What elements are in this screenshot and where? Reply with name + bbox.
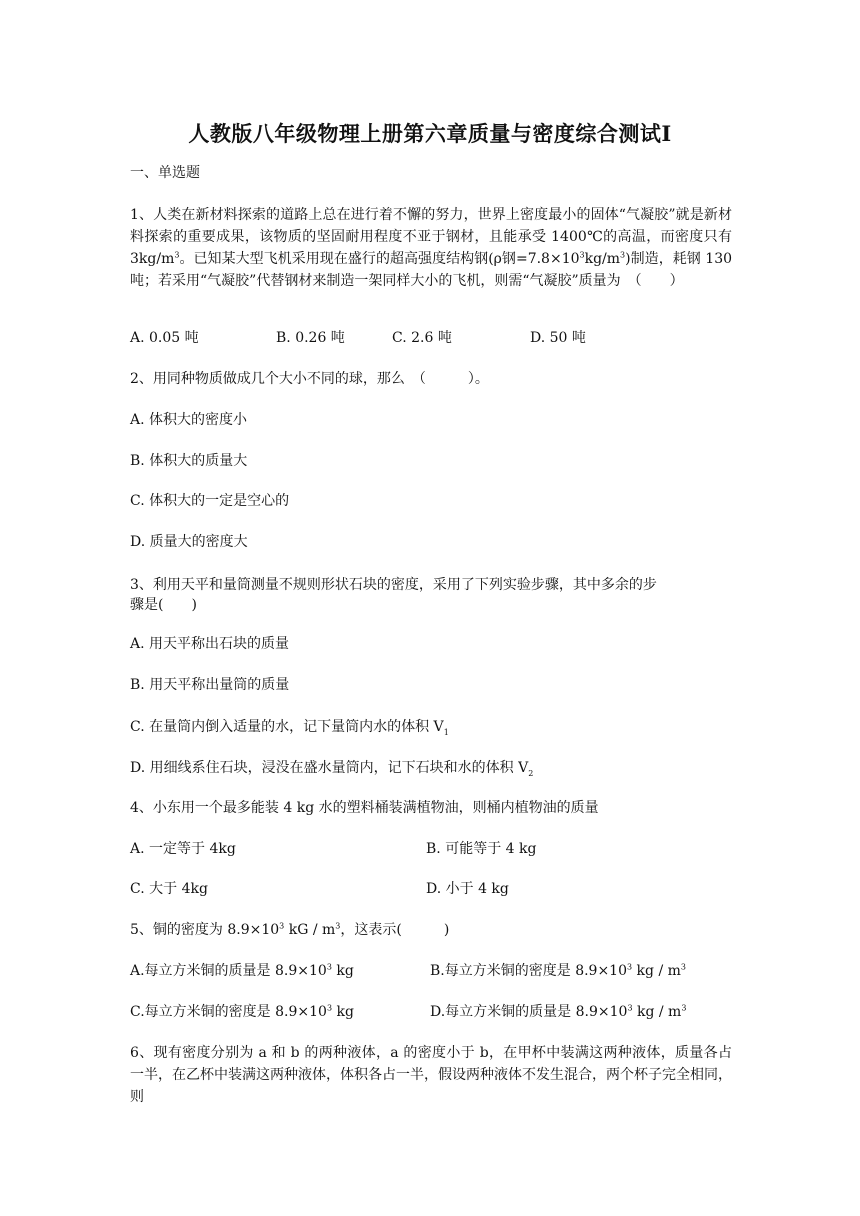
q4-option-c: C. 大于 4kg (130, 881, 208, 897)
question-1-text: 1、人类在新材料探索的道路上总在进行着不懈的努力，世界上密度最小的固体“气凝胶”就是新材料探索的重要成果，该物质的坚固耐用程度不亚于钢材，且能承受 1400℃的高温，而密度只有 $3kg/m^3$。已知某大型飞机采用现在盛行的超高强度结构钢(ρ钢$=7.8\times 10^3kg/m^3$)制造，耗钢 130 吨；若采用“气凝胶”代替钢材来制造一架同样大小的飞机，则需“气凝胶”质量为 （ ） (130, 207, 733, 289)
q5-option-c: C.每立方米铜的密度是 $8.9\times 10^3$ kg (130, 1003, 354, 1020)
q3-option-d: D. 用细线系住石块，浸没在盛水量筒内，记下石块和水的体积 $V_2$ (130, 760, 534, 778)
q1-option-c: C. 2.6 吨 (392, 330, 452, 346)
q5-option-b: B.每立方米铜的密度是 $8.9\times 10^3$ kg / $m^3$ (430, 962, 686, 979)
q1-option-d: D. 50 吨 (530, 330, 586, 346)
q3-option-b: B. 用天平称出量筒的质量 (130, 677, 290, 693)
q3-option-a: A. 用天平称出石块的质量 (130, 636, 290, 652)
q2-option-a: A. 体积大的密度小 (130, 412, 248, 428)
question-4-text: 4、小东用一个最多能装 4 kg 水的塑料桶装满植物油，则桶内植物油的质量 (130, 800, 599, 816)
question-3-text-line1: 3、利用天平和量筒测量不规则形状石块的密度，采用了下列实验步骤，其中多余的步 (130, 577, 657, 593)
q5-option-a: A.每立方米铜的质量是 $8.9\times 10^3$ kg (130, 962, 354, 979)
q2-option-d: D. 质量大的密度大 (130, 534, 248, 550)
q4-option-b: B. 可能等于 4 kg (426, 841, 537, 857)
section-heading: 一、单选题 (130, 165, 200, 181)
q4-option-d: D. 小于 4 kg (426, 881, 509, 897)
q2-option-c: C. 体积大的一定是空心的 (130, 493, 290, 509)
q1-option-b: B. 0.26 吨 (276, 330, 345, 346)
page-title: 人教版八年级物理上册第六章质量与密度综合测试Ⅰ (188, 121, 672, 146)
q2-option-b: B. 体积大的质量大 (130, 453, 248, 469)
question-5-text: 5、铜的密度为 $8.9\times 10^3$ kG / $m^3$，这表示( ) (130, 921, 450, 938)
q1-option-a: A. 0.05 吨 (130, 330, 199, 346)
question-2-text: 2、用同种物质做成几个大小不同的球，那么 （ ）。 (130, 371, 489, 387)
q3-option-c: C. 在量筒内倒入适量的水，记下量筒内水的体积 $V_1$ (130, 719, 449, 737)
q4-option-a: A. 一定等于 4kg (130, 841, 236, 857)
q5-option-d: D.每立方米铜的质量是 $8.9\times 10^3$ kg / $m^3$ (430, 1003, 687, 1020)
question-3-text-line2: 骤是( ) (130, 597, 197, 613)
question-6-text: 6、现有密度分别为 a 和 b 的两种液体，a 的密度小于 b，在甲杯中装满这两种液体，质量各占一半，在乙杯中装满这两种液体，体积各占一半，假设两种液体不发生混合，两个杯子完全相同，则 (130, 1045, 732, 1105)
